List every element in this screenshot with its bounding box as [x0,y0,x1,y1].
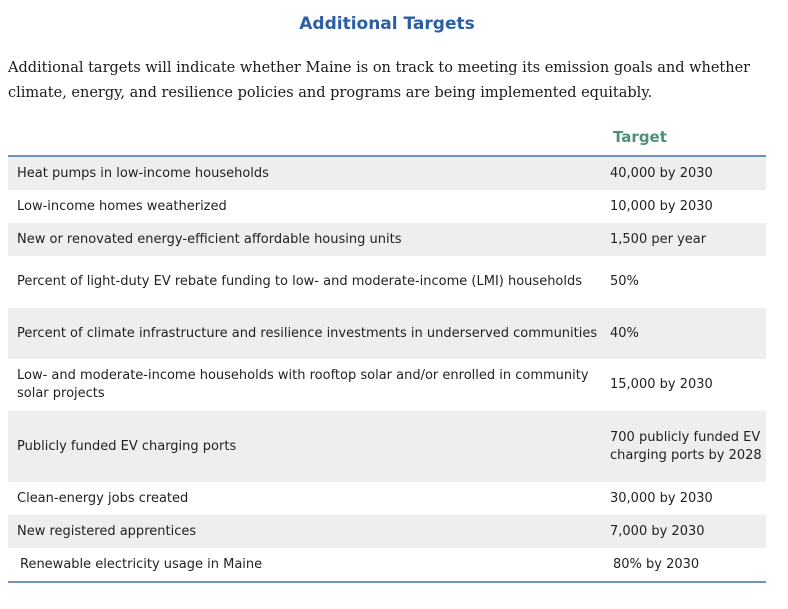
row-label: Heat pumps in low-income households [17,165,269,181]
row-target: 15,000 by 2030 [610,377,713,392]
table-row [8,482,766,515]
table-row [8,411,766,482]
table-bottom-rule [8,581,766,583]
row-label: Low- and moderate-income households with rooftop solar and/or enrolled in community solar projects [17,368,589,401]
table-row [8,515,766,548]
row-target: 50% [610,274,639,289]
page-title: Additional Targets [299,14,475,34]
table-row [8,256,766,308]
row-label: Clean-energy jobs created [17,490,189,506]
row-target: 40% [610,325,639,341]
row-target: 10,000 by 2030 [610,198,713,214]
row-target: 40,000 by 2030 [610,165,713,181]
row-target: 80% by 2030 [613,556,700,572]
row-label: Percent of light-duty EV rebate funding to low- and moderate-income (LMI) households [17,274,583,289]
row-target: 700 publicly funded EV charging ports by 2028 [610,429,762,463]
row-label: New or renovated energy-efficient affordable housing units [17,231,402,247]
row-label: Publicly funded EV charging ports [17,438,237,454]
row-target: 30,000 by 2030 [610,490,713,506]
table-row [8,308,766,359]
row-label: Renewable electricity usage in Maine [20,556,263,572]
row-target: 1,500 per year [610,231,707,247]
table-row [8,190,766,223]
table-row [8,359,766,411]
intro-paragraph: Additional targets will indicate whether Maine is on track to meeting its emission goals and whether climate, energy, and resilience policies and programs are being implemented equitably. [8,60,751,101]
row-label: Low-income homes weatherized [17,198,227,214]
row-label: New registered apprentices [17,523,197,539]
row-label: Percent of climate infrastructure and resilience investments in underserved communities [17,325,598,341]
targets-table [8,157,766,581]
table-row [8,548,766,581]
table-row [8,223,766,256]
row-target: 7,000 by 2030 [610,523,705,539]
target-column-header: Target [613,128,667,146]
table-row [8,157,766,190]
